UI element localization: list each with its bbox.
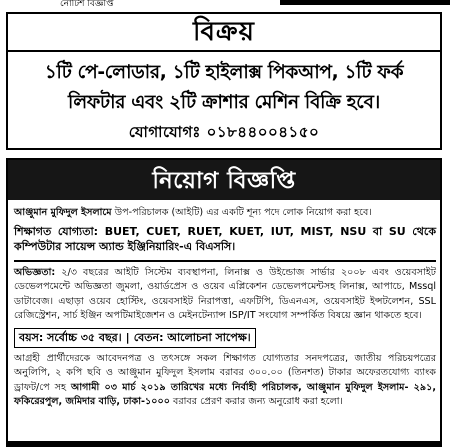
- education-requirement: [14, 224, 436, 254]
- sale-title: বিক্রয়: [193, 17, 255, 47]
- intro-text: উপ-পরিচালক (আইটি) এর একটি শূন্য পদে লোক নিয়োগ করা হবে।: [111, 207, 372, 218]
- job-intro: [14, 206, 436, 221]
- age-salary-line: [14, 328, 436, 348]
- recruitment-ad: [6, 158, 442, 447]
- org-name: আঞ্জুমান মুফিদুল ইসলামে: [14, 207, 112, 218]
- education-text: BUET, CUET, RUET, KUET, IUT, MIST, NSU বা SU থেকে কম্পিউটার সায়েন্স অ্যান্ড ইঞ্জিনিয়ারিং-এ বিএসসি।: [14, 224, 437, 253]
- top-strip-text: নোটিশ বিজ্ঞপ্তি: [60, 0, 114, 9]
- education-label: শিক্ষাগত যোগ্যতা:: [14, 224, 99, 238]
- job-header: [8, 160, 440, 200]
- experience-requirement: [14, 266, 436, 324]
- apply-text-2: বরাবর প্রেরণ করার জন্য অনুরোধ করা হলো।: [169, 396, 343, 407]
- sale-body-line-1: ১টি পে-লোডার, ১টি হাইলাক্স পিকআপ, ১টি ফর্ক: [44, 62, 404, 83]
- sale-header: [8, 14, 440, 52]
- age-limit: বয়স: সর্বোচ্চ ৩৫ বছর।: [19, 330, 122, 344]
- sale-body-line-2: লিফটার এবং ২টি ক্রাশার মেশিন বিক্রি হবে।: [68, 92, 380, 113]
- salary-info: বেতন: আলোচনা সাপেক্ষ।: [133, 330, 251, 344]
- age-salary-box: বয়স: সর্বোচ্চ ৩৫ বছর। | বেতন: আলোচনা সাপেক্ষ।: [14, 328, 256, 348]
- application-instructions: [14, 352, 436, 410]
- apply-text-1: আগ্রহী প্রার্থীদেরকে আবেদনপত্র ও তৎসঙ্গে সকল শিক্ষাগত যোগ্যতার সনদপত্রের, জাতীয় পরিচয়পত্রের অনুলিপি, ২ কপি ছবি ও আঞ্জুমান মুফিদুল ইসলাম বরাবর ৩০০.০০ (তিনশত) টাকার অফেরতযোগ্য ব্যাংক ড্রাফট/পে সহ: [14, 352, 436, 393]
- bottom-rule: [8, 441, 440, 445]
- top-strip-bar: [280, 0, 450, 5]
- experience-label: অভিজ্ঞতা:: [14, 266, 56, 278]
- job-title: নিয়োগ বিজ্ঞপ্তি: [152, 166, 296, 194]
- apply-deadline: আগামী ০৩ মার্চ ২০১৯ তারিখের মধ্যে নির্বাহী পরিচালক, আঞ্জুমান মুফিদুল ইসলাম- ২৯১, ফকিরেরপুল, জমিদার বাড়ি, ঢাকা-১০০০: [14, 381, 437, 407]
- divider-1: [14, 260, 436, 262]
- job-content: [14, 206, 436, 413]
- sale-ad: [6, 12, 442, 150]
- experience-text: ২/৩ বছরের আইটি সিস্টেম ব্যবস্থাপনা, লিনাক্স ও উইন্ডোজ সার্ভার ২০০৮ এবং ওয়েবসাইট ডেভেলপমেন্টে অভিজ্ঞতা জুমলা, ওয়ার্ডপ্রেস ও ওয়েব এপ্লিকেশন ডেভেলপমেন্টসহ লিনাক্স, আপাচে, Mssql ডাটাবেজ। এছাড়া ওয়েব হোস্টিং, ওয়েবসাইট নিরাপত্তা, এফটিপি, ডিএনএস, ওয়েবসাইট ইন্সটলেশন, SSL রেজিস্ট্রেশন, সার্চ ইঞ্জিন অপটিমাইজেশন ও মেইনটেন্যান্স ISP/IT সংযোগ সম্পর্কিত বিষয়ে জ্ঞান থাকতে হবে।: [14, 266, 436, 321]
- sale-body: [16, 58, 432, 118]
- sale-contact: যোগাযোগঃ ০১৮৪৪০০৪১৫০: [128, 123, 320, 141]
- top-strip: [0, 0, 450, 12]
